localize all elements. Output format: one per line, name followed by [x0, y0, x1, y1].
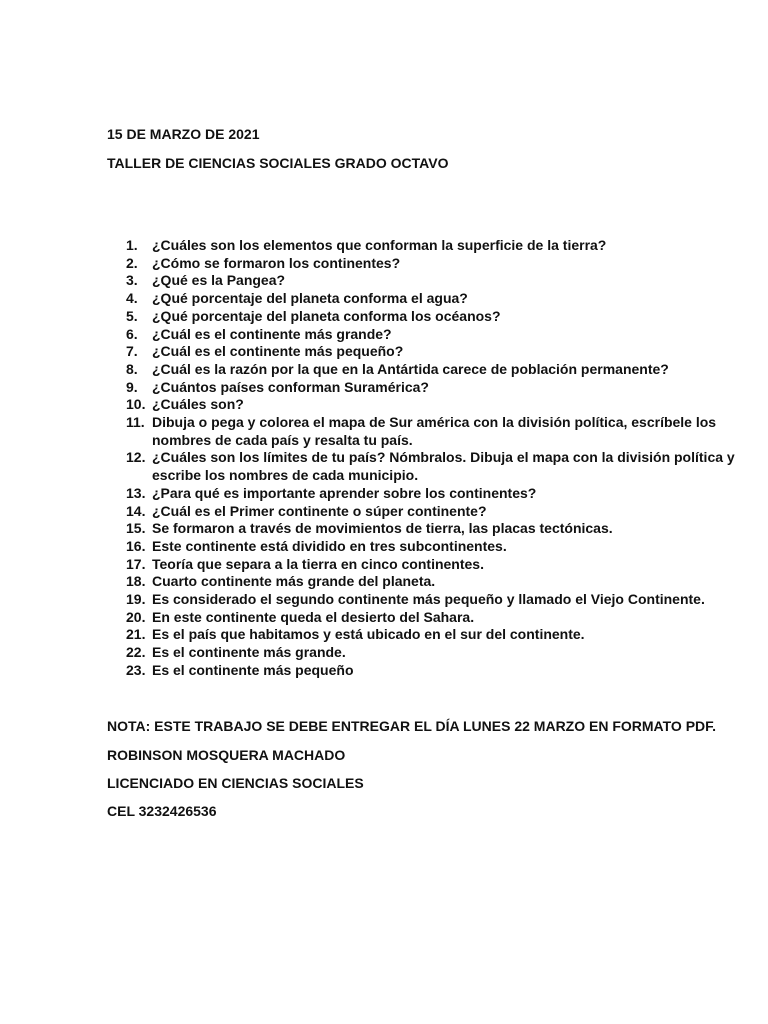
- question-text: ¿Cuál es el continente más pequeño?: [152, 343, 404, 360]
- question-number: 23.: [126, 661, 146, 678]
- question-number: 22.: [126, 644, 146, 661]
- question-text: ¿Cuántos países conforman Suramérica?: [152, 378, 429, 395]
- question-item: [107, 626, 747, 644]
- question-number: 15.: [126, 520, 146, 537]
- question-text: ¿Cuáles son los elementos que conforman la superficie de la tierra?: [152, 237, 607, 253]
- question-text: ¿Qué porcentaje del planeta conforma el agua?: [152, 290, 468, 307]
- question-item: [107, 485, 747, 503]
- teacher-name: ROBINSON MOSQUERA MACHADO: [107, 747, 346, 763]
- question-number: 17.: [126, 555, 146, 572]
- question-text: Es el continente más grande.: [152, 644, 346, 661]
- question-number: 5.: [126, 307, 138, 324]
- question-item: [107, 361, 747, 379]
- question-number: 1.: [126, 237, 138, 253]
- question-number: 21.: [126, 626, 146, 643]
- document-date: 15 DE MARZO DE 2021: [107, 126, 260, 142]
- question-item: [107, 538, 747, 556]
- question-number: 8.: [126, 360, 138, 377]
- question-text: Teoría que separa a la tierra en cinco continentes.: [152, 555, 484, 572]
- question-item: [107, 326, 747, 344]
- question-text: Es el continente más pequeño: [152, 661, 354, 678]
- question-text: ¿Cuál es el Primer continente o súper continente?: [152, 502, 487, 519]
- question-text: Se formaron a través de movimientos de tierra, las placas tectónicas.: [152, 520, 613, 537]
- question-item: [107, 308, 747, 326]
- question-item: [107, 520, 747, 538]
- question-number: 12.: [126, 449, 146, 466]
- question-number: 4.: [126, 290, 138, 307]
- question-text: ¿Para qué es importante aprender sobre los continentes?: [152, 484, 537, 501]
- question-item: [107, 414, 747, 449]
- question-item: [107, 255, 747, 273]
- document-title: TALLER DE CIENCIAS SOCIALES GRADO OCTAVO: [107, 155, 449, 171]
- question-number: 16.: [126, 537, 146, 554]
- question-text: Este continente está dividido en tres subcontinentes.: [152, 537, 507, 554]
- question-item: [107, 343, 747, 361]
- question-list: [107, 237, 747, 680]
- question-text: Dibuja o pega y colorea el mapa de Sur américa con la división política, escríbele los nombres de cada país y resalta tu país.: [152, 414, 717, 448]
- question-item: [107, 591, 747, 609]
- teacher-title: LICENCIADO EN CIENCIAS SOCIALES: [107, 775, 364, 791]
- question-number: 2.: [126, 254, 138, 271]
- question-item: [107, 237, 747, 255]
- question-number: 7.: [126, 343, 138, 360]
- question-number: 10.: [126, 396, 146, 413]
- question-item: [107, 290, 747, 308]
- question-number: 14.: [126, 502, 146, 519]
- question-text: ¿Cuáles son los límites de tu país? Nómbralos. Dibuja el mapa con la división política y escribe los nombres de cada municipio.: [152, 449, 735, 484]
- question-number: 9.: [126, 378, 138, 395]
- question-text: Es considerado el segundo continente más pequeño y llamado el Viejo Continente.: [152, 591, 705, 608]
- question-item: [107, 556, 747, 574]
- question-number: 3.: [126, 272, 138, 289]
- question-number: 11.: [126, 414, 145, 431]
- question-item: [107, 503, 747, 521]
- question-item: [107, 609, 747, 627]
- question-number: 19.: [126, 591, 146, 608]
- question-number: 18.: [126, 573, 146, 590]
- question-item: [107, 662, 747, 680]
- question-item: [107, 644, 747, 662]
- question-number: 13.: [126, 484, 146, 501]
- question-item: [107, 449, 747, 484]
- question-text: ¿Qué es la Pangea?: [152, 272, 286, 289]
- teacher-phone: CEL 3232426536: [107, 803, 217, 819]
- question-text: ¿Cómo se formaron los continentes?: [152, 254, 401, 271]
- question-item: [107, 272, 747, 290]
- question-item: [107, 396, 747, 414]
- question-text: En este continente queda el desierto del Sahara.: [152, 608, 475, 625]
- question-text: ¿Cuál es la razón por la que en la Antártida carece de población permanente?: [152, 360, 669, 377]
- question-number: 20.: [126, 608, 146, 625]
- question-item: [107, 573, 747, 591]
- submission-note: NOTA: ESTE TRABAJO SE DEBE ENTREGAR EL DÍA LUNES 22 MARZO EN FORMATO PDF.: [107, 718, 717, 734]
- question-item: [107, 379, 747, 397]
- question-text: ¿Cuál es el continente más grande?: [152, 325, 392, 342]
- question-number: 6.: [126, 325, 138, 342]
- question-text: ¿Qué porcentaje del planeta conforma los océanos?: [152, 307, 501, 324]
- question-text: ¿Cuáles son?: [152, 396, 244, 413]
- question-text: Cuarto continente más grande del planeta.: [152, 573, 436, 590]
- question-text: Es el país que habitamos y está ubicado en el sur del continente.: [152, 626, 585, 643]
